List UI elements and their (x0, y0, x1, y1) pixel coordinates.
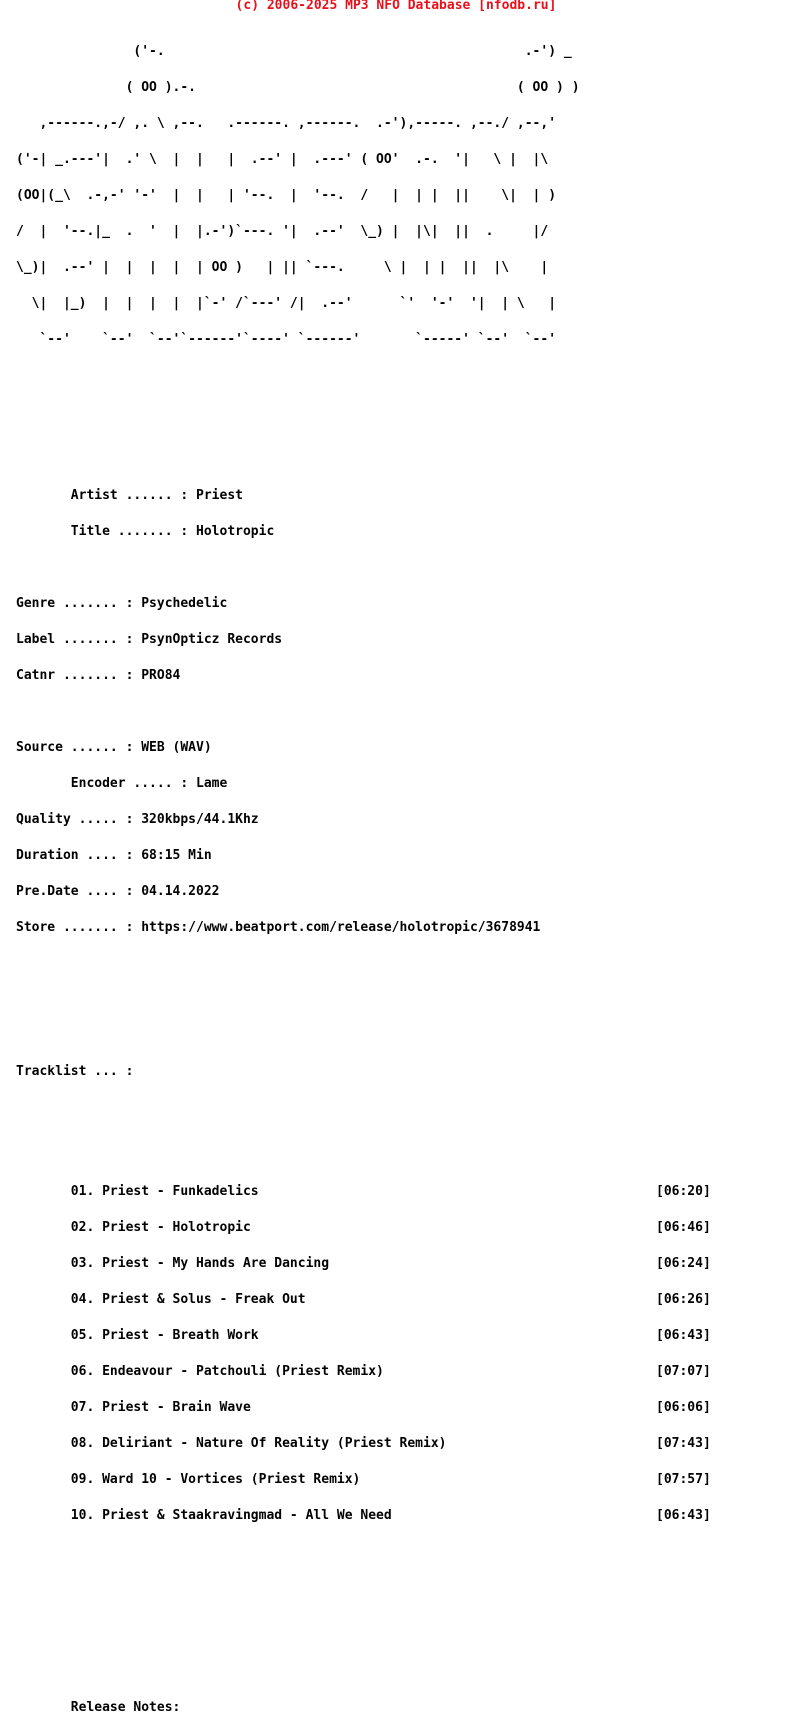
genre-line: Genre ....... : Psychedelic (16, 596, 228, 611)
track-row (16, 1184, 711, 1199)
track-title: 10. Priest & Staakravingmad - All We Need (16, 1508, 392, 1523)
track-row (16, 1328, 711, 1343)
release-notes-heading: Release Notes: (16, 1700, 181, 1715)
track-title: 08. Deliriant - Nature Of Reality (Priest Remix) (16, 1436, 447, 1451)
store-link[interactable]: Store ....... : https://www.beatport.com/release/holotropic/3678941 (16, 920, 541, 935)
track-row (16, 1292, 711, 1307)
track-duration: [06:43] (656, 1508, 711, 1523)
track-title: 07. Priest - Brain Wave (16, 1400, 251, 1415)
track-duration: [06:26] (656, 1292, 711, 1307)
ascii-art-line: ,------.,-/ ,. \ ,--. .------. ,------. .-'),-----. ,--./ ,--,' (16, 116, 557, 131)
track-title: 06. Endeavour - Patchouli (Priest Remix) (16, 1364, 384, 1379)
track-row (16, 1508, 711, 1523)
ascii-art-line: ('-| _.---'| .' \ | | | .--' | .---' ( OO' .-. '| \ | |\ (16, 152, 549, 167)
ascii-art-line: ( OO ).-. ( OO ) ) (16, 80, 580, 95)
track-row (16, 1436, 711, 1451)
tracklist-heading: Tracklist ... : (16, 1064, 134, 1079)
title-line: Title ....... : Holotropic (16, 524, 275, 539)
nfodb-banner: (c) 2006-2025 MP3 NFO Database [nfodb.ru] (235, 0, 557, 13)
track-duration: [07:07] (656, 1364, 711, 1379)
track-title: 01. Priest - Funkadelics (16, 1184, 259, 1199)
artist-line: Artist ...... : Priest (16, 488, 243, 503)
track-duration: [06:46] (656, 1220, 711, 1235)
track-duration: [07:57] (656, 1472, 711, 1487)
ascii-art-line: / | '--.|_ . ' | |.-')`---. '| .--' \_) | |\| || . |/ (16, 224, 549, 239)
source-line: Source ...... : WEB (WAV) (16, 740, 212, 755)
ascii-art-line: \| |_) | | | | |`-' /`---' /| .--' `' '-' '| | \ | (16, 296, 557, 311)
track-duration: [06:06] (656, 1400, 711, 1415)
duration-line: Duration .... : 68:15 Min (16, 848, 212, 863)
track-title: 04. Priest & Solus - Freak Out (16, 1292, 306, 1307)
track-row (16, 1364, 711, 1379)
label-line: Label ....... : PsynOpticz Records (16, 632, 283, 647)
track-row (16, 1220, 711, 1235)
ascii-art-line: (OO|(_\ .-,-' '-' | | | '--. | '--. / | | | || \| | ) (16, 188, 557, 203)
track-row (16, 1400, 711, 1415)
ascii-art-line: \_)| .--' | | | | | OO ) | || `---. \ | | | || |\ | (16, 260, 549, 275)
track-title: 02. Priest - Holotropic (16, 1220, 251, 1235)
track-duration: [07:43] (656, 1436, 711, 1451)
track-duration: [06:43] (656, 1328, 711, 1343)
quality-line: Quality ..... : 320kbps/44.1Khz (16, 812, 259, 827)
predate-line: Pre.Date .... : 04.14.2022 (16, 884, 220, 899)
nfo-document (16, 22, 711, 1726)
track-duration: [06:24] (656, 1256, 711, 1271)
encoder-line: Encoder ..... : Lame (16, 776, 228, 791)
track-title: 05. Priest - Breath Work (16, 1328, 259, 1343)
ascii-art-line: ('-. .-') _ (16, 44, 572, 59)
track-row (16, 1472, 711, 1487)
track-duration: [06:20] (656, 1184, 711, 1199)
ascii-art-line: `--' `--' `--'`------'`----' `------' `-----' `--' `--' (16, 332, 557, 347)
track-title: 03. Priest - My Hands Are Dancing (16, 1256, 330, 1271)
track-title: 09. Ward 10 - Vortices (Priest Remix) (16, 1472, 361, 1487)
catnr-line: Catnr ....... : PRO84 (16, 668, 181, 683)
track-row (16, 1256, 711, 1271)
